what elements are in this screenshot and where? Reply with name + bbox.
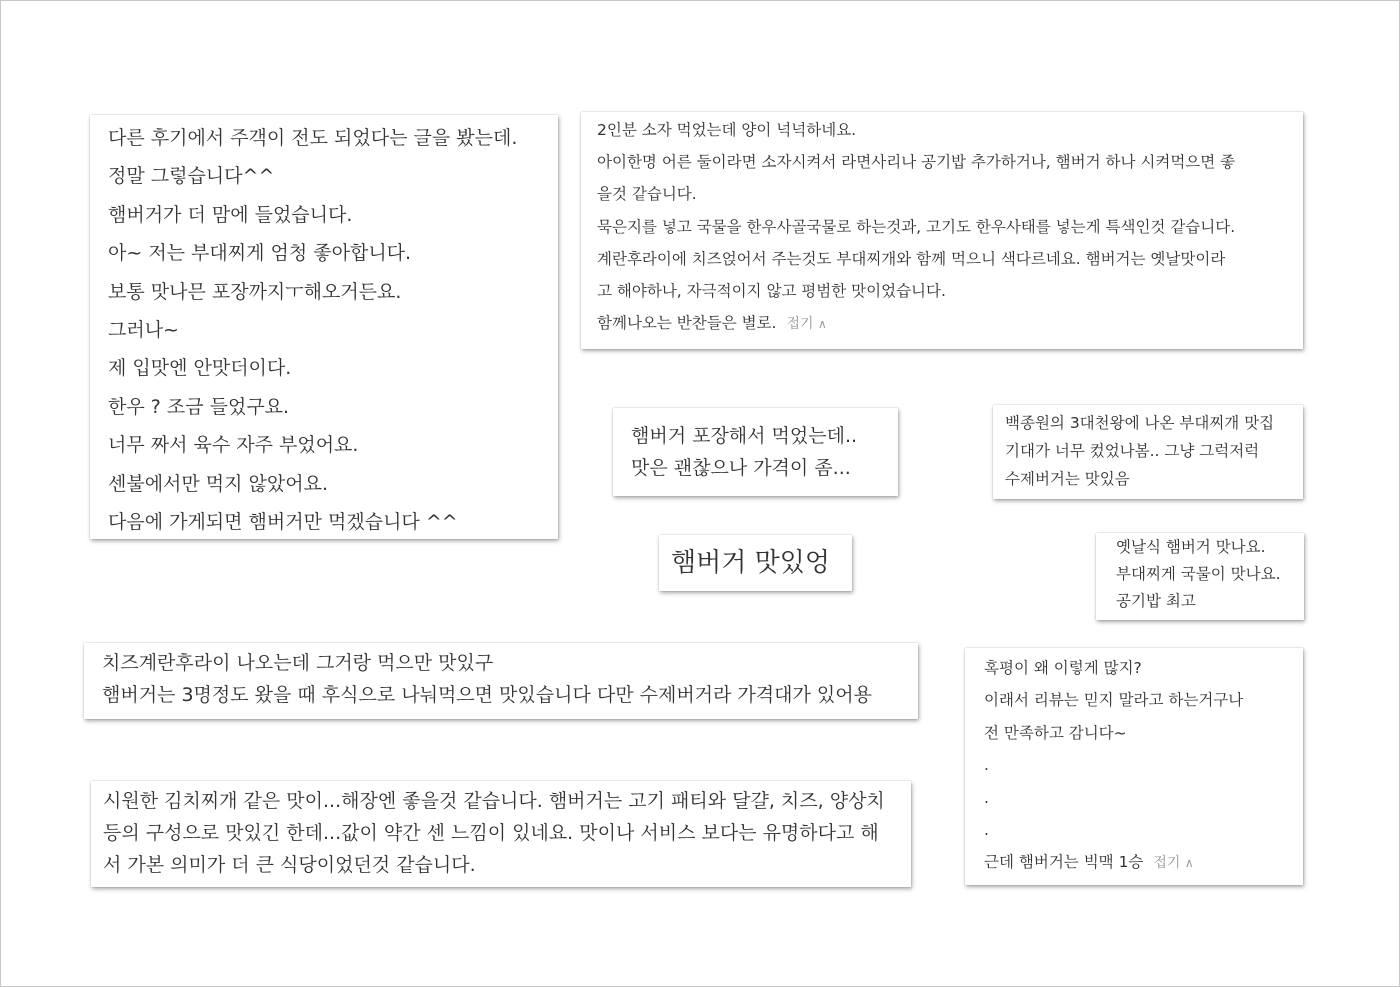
review-line: . [984, 820, 989, 839]
review-line: 2인분 소자 먹었는데 양이 넉넉하네요. [597, 121, 857, 139]
review-line: 등의 구성으로 맛있긴 한데...값이 약간 센 느낌이 있네요. 맛이나 서비스 보다는 유명하다고 해 [103, 822, 879, 844]
review-card [993, 405, 1303, 499]
review-line: 기대가 너무 컸었나봄.. 그냥 그럭저럭 [1005, 442, 1260, 460]
review-line: 치즈계란후라이 나오는데 그거랑 먹으만 맛있구 [102, 652, 494, 674]
review-line: 다음에 가게되면 햄버거만 먹겠습니다 ^^ [108, 510, 458, 533]
chevron-up-icon: ∧ [1184, 856, 1194, 871]
review-line: 공기밥 최고 [1116, 592, 1196, 610]
review-line: 전 만족하고 감니다~ [984, 723, 1127, 742]
review-line: 계란후라이에 치즈얹어서 주는것도 부대찌개와 함께 먹으니 색다르네요. 햄버거는 옛날맛이라 [597, 249, 1226, 268]
review-line: 햄버거는 3명정도 왔을 때 후식으로 나눠먹으면 맛있습니다 다만 수제버거라 가격대가 있어용 [102, 684, 872, 706]
review-line: 혹평이 왜 이렇게 많지? [984, 659, 1142, 677]
review-card [965, 648, 1303, 885]
review-line: 을것 같습니다. [597, 185, 697, 204]
review-line: 아이한명 어른 둘이라면 소자시켜서 라면사리나 공기밥 추가하거나, 햄버거 하나 시켜먹으면 좋 [597, 153, 1236, 172]
review-line-last [984, 846, 1303, 878]
fold-button[interactable] [1153, 855, 1193, 871]
review-line: 보통 맛나믄 포장까지ㅜ해오거든요. [108, 280, 402, 303]
review-card [659, 535, 852, 591]
review-line: 햄버거가 더 맘에 들었습니다. [108, 203, 353, 226]
review-line: 서 가본 의미가 더 큰 식당이었던것 같습니다. [103, 854, 476, 876]
review-card [91, 781, 911, 887]
review-line: 백종원의 3대천왕에 나온 부대찌개 맛집 [1005, 414, 1275, 432]
fold-label: 접기 [786, 316, 814, 333]
review-line-last [597, 307, 1303, 339]
fold-label: 접기 [1153, 855, 1181, 872]
review-line: 부대찌게 국물이 맛나요. [1116, 565, 1281, 583]
review-line: 근데 햄버거는 빅맥 1승 [984, 853, 1144, 872]
review-line: 제 입맛엔 안맛더이다. [108, 357, 292, 380]
review-line: 수제버거는 맛있음 [1005, 470, 1130, 488]
review-line: 묵은지를 넣고 국물을 한우사골국물로 하는것과, 고기도 한우사태를 넣는게 특색인것 같습니다. [597, 217, 1236, 236]
review-card [1096, 533, 1304, 620]
review-card [613, 408, 898, 496]
review-line: 시원한 김치찌개 같은 맛이...해장엔 좋을것 같습니다. 햄버거는 고기 패티와 달걀, 치즈, 양상치 [103, 790, 885, 812]
review-line: . [984, 756, 989, 775]
review-line: 너무 짜서 육수 자주 부었어요. [108, 434, 359, 457]
review-line: 맛은 괜찮으나 가격이 좀... [631, 457, 851, 479]
review-card [84, 643, 918, 719]
review-card [581, 112, 1303, 349]
review-line: 다른 후기에서 주객이 전도 되었다는 글을 봤는데. [108, 127, 518, 149]
review-line: 그러나~ [108, 318, 179, 341]
review-line: 센불에서만 먹지 않았어요. [108, 472, 329, 495]
review-line: 햄버거 맛있엉 [671, 548, 830, 578]
review-line: 햄버거 포장해서 먹었는데.. [631, 425, 858, 447]
review-line: 정말 그렇습니다^^ [108, 165, 275, 188]
review-line: 옛날식 햄버거 맛나요. [1116, 538, 1266, 556]
review-line: 함께나오는 반찬들은 별로. [597, 314, 777, 333]
fold-button[interactable] [787, 316, 827, 332]
review-line: . [984, 788, 989, 807]
review-line: 한우 ? 조금 들었구요. [108, 395, 290, 418]
review-line: 이래서 리뷰는 믿지 말라고 하는거구나 [984, 691, 1244, 710]
review-line: 아~ 저는 부대찌게 엄청 좋아합니다. [108, 242, 412, 265]
review-line: 고 해야하나, 자극적이지 않고 평범한 맛이었습니다. [597, 281, 946, 300]
review-card [90, 115, 558, 539]
chevron-up-icon: ∧ [818, 317, 827, 332]
